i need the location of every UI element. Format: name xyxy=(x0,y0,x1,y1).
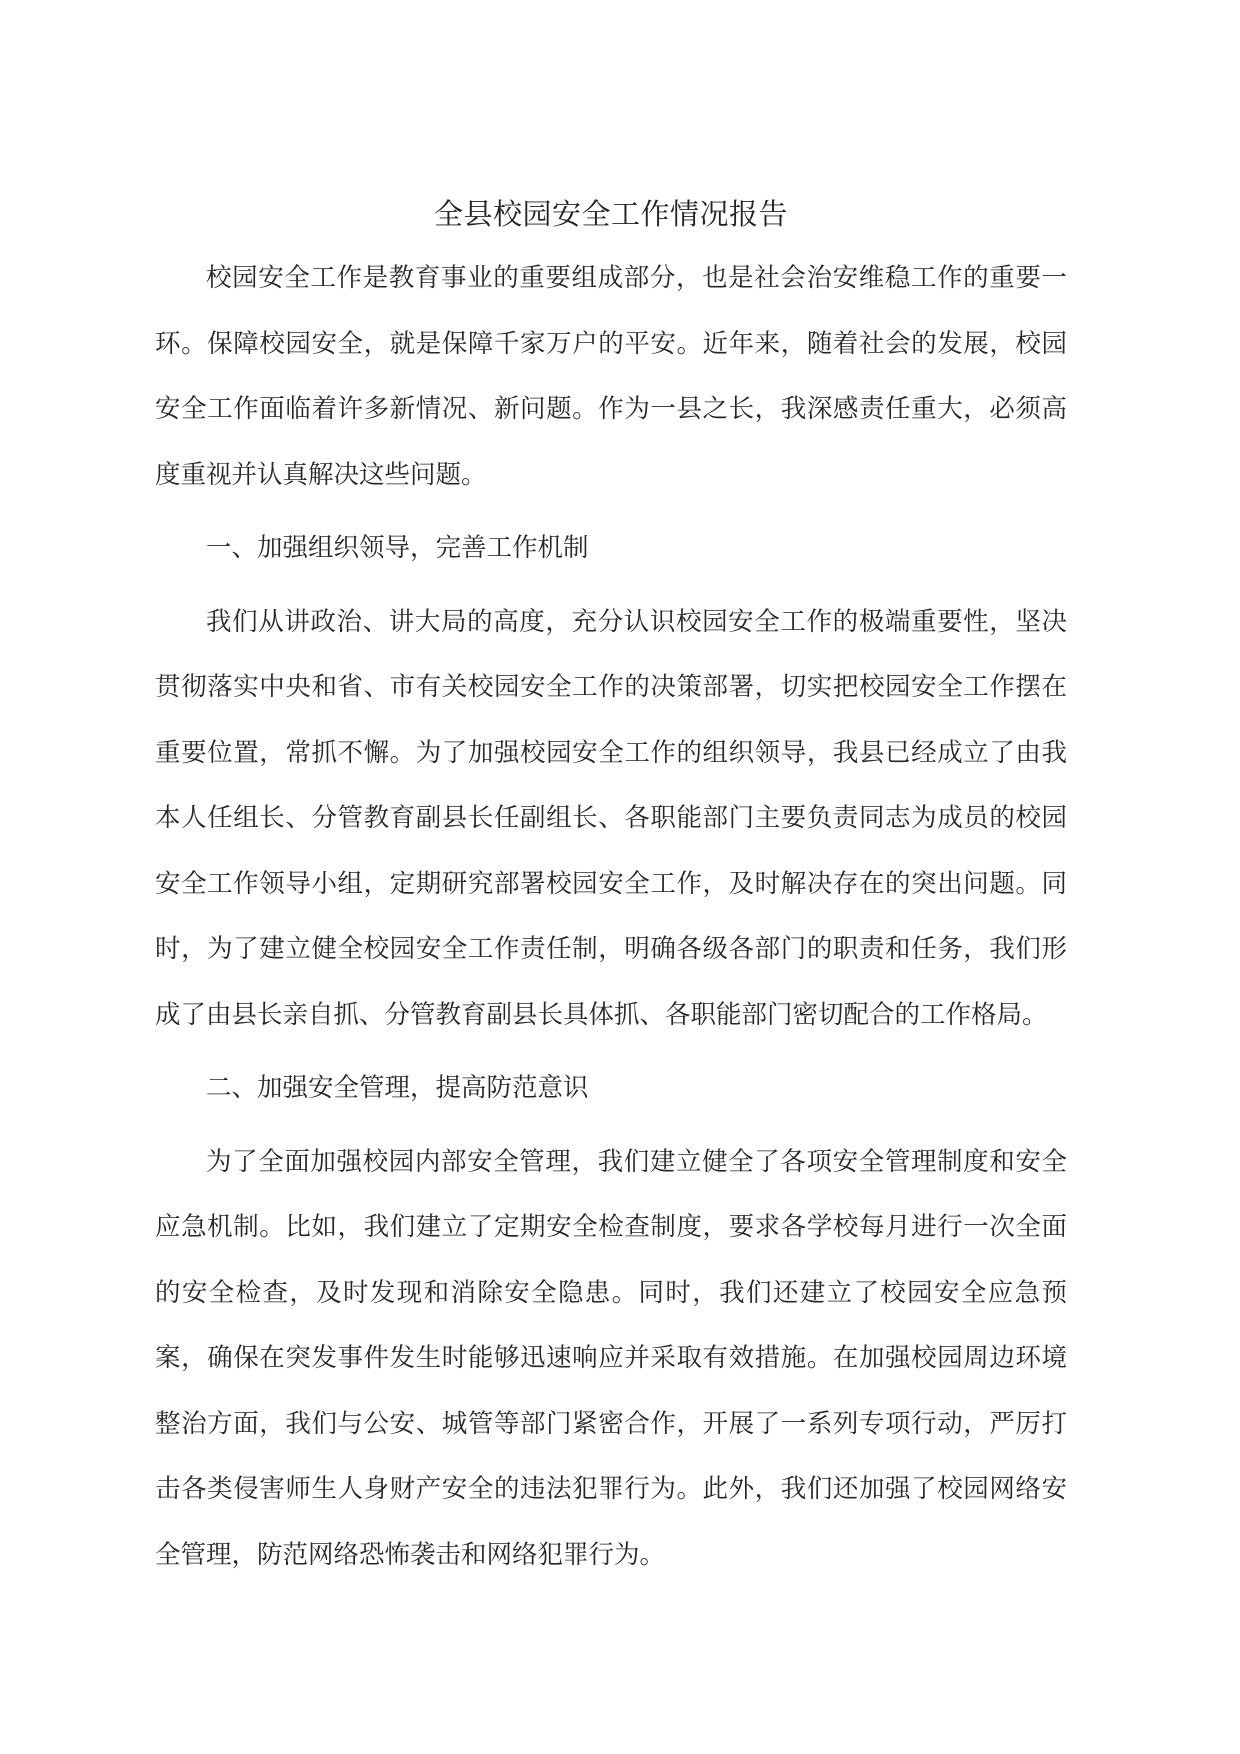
intro-paragraph: 校园安全工作是教育事业的重要组成部分，也是社会治安维稳工作的重要一环。保障校园安全，就是保障千家万户的平安。近年来，随着社会的发展，校园安全工作面临着许多新情况、新问题。作为一县之长，我深感责任重大，必须高度重视并认真解决这些问题。 xyxy=(155,263,1067,490)
section-2-heading: 二、加强安全管理，提高防范意识 xyxy=(206,1073,589,1103)
section-2-paragraph: 为了全面加强校园内部安全管理，我们建立健全了各项安全管理制度和安全应急机制。比如，我们建立了定期安全检查制度，要求各学校每月进行一次全面的安全检查，及时发现和消除安全隐患。同时，我们还建立了校园安全应急预案，确保在突发事件发生时能够迅速响应并采取有效措施。在加强校园周边环境整治方面，我们与公安、城管等部门紧密合作，开展了一系列专项行动，严厉打击各类侵害师生人身财产安全的违法犯罪行为。此外，我们还加强了校园网络安全管理，防范网络恐怖袭击和网络犯罪行为。 xyxy=(155,1146,1067,1570)
section-1-paragraph: 我们从讲政治、讲大局的高度，充分认识校园安全工作的极端重要性，坚决贯彻落实中央和省、市有关校园安全工作的决策部署，切实把校园安全工作摆在重要位置，常抓不懈。为了加强校园安全工作的组织领导，我县已经成立了由我本人任组长、分管教育副县长任副组长、各职能部门主要负责同志为成员的校园安全工作领导小组，定期研究部署校园安全工作，及时解决存在的突出问题。同时，为了建立健全校园安全工作责任制，明确各级各部门的职责和任务，我们形成了由县长亲自抓、分管教育副县长具体抓、各职能部门密切配合的工作格局。 xyxy=(155,606,1067,1030)
document-content xyxy=(155,190,1067,1588)
section-1-heading: 一、加强组织领导，完善工作机制 xyxy=(206,533,589,563)
document-title: 全县校园安全工作情况报告 xyxy=(433,197,788,231)
